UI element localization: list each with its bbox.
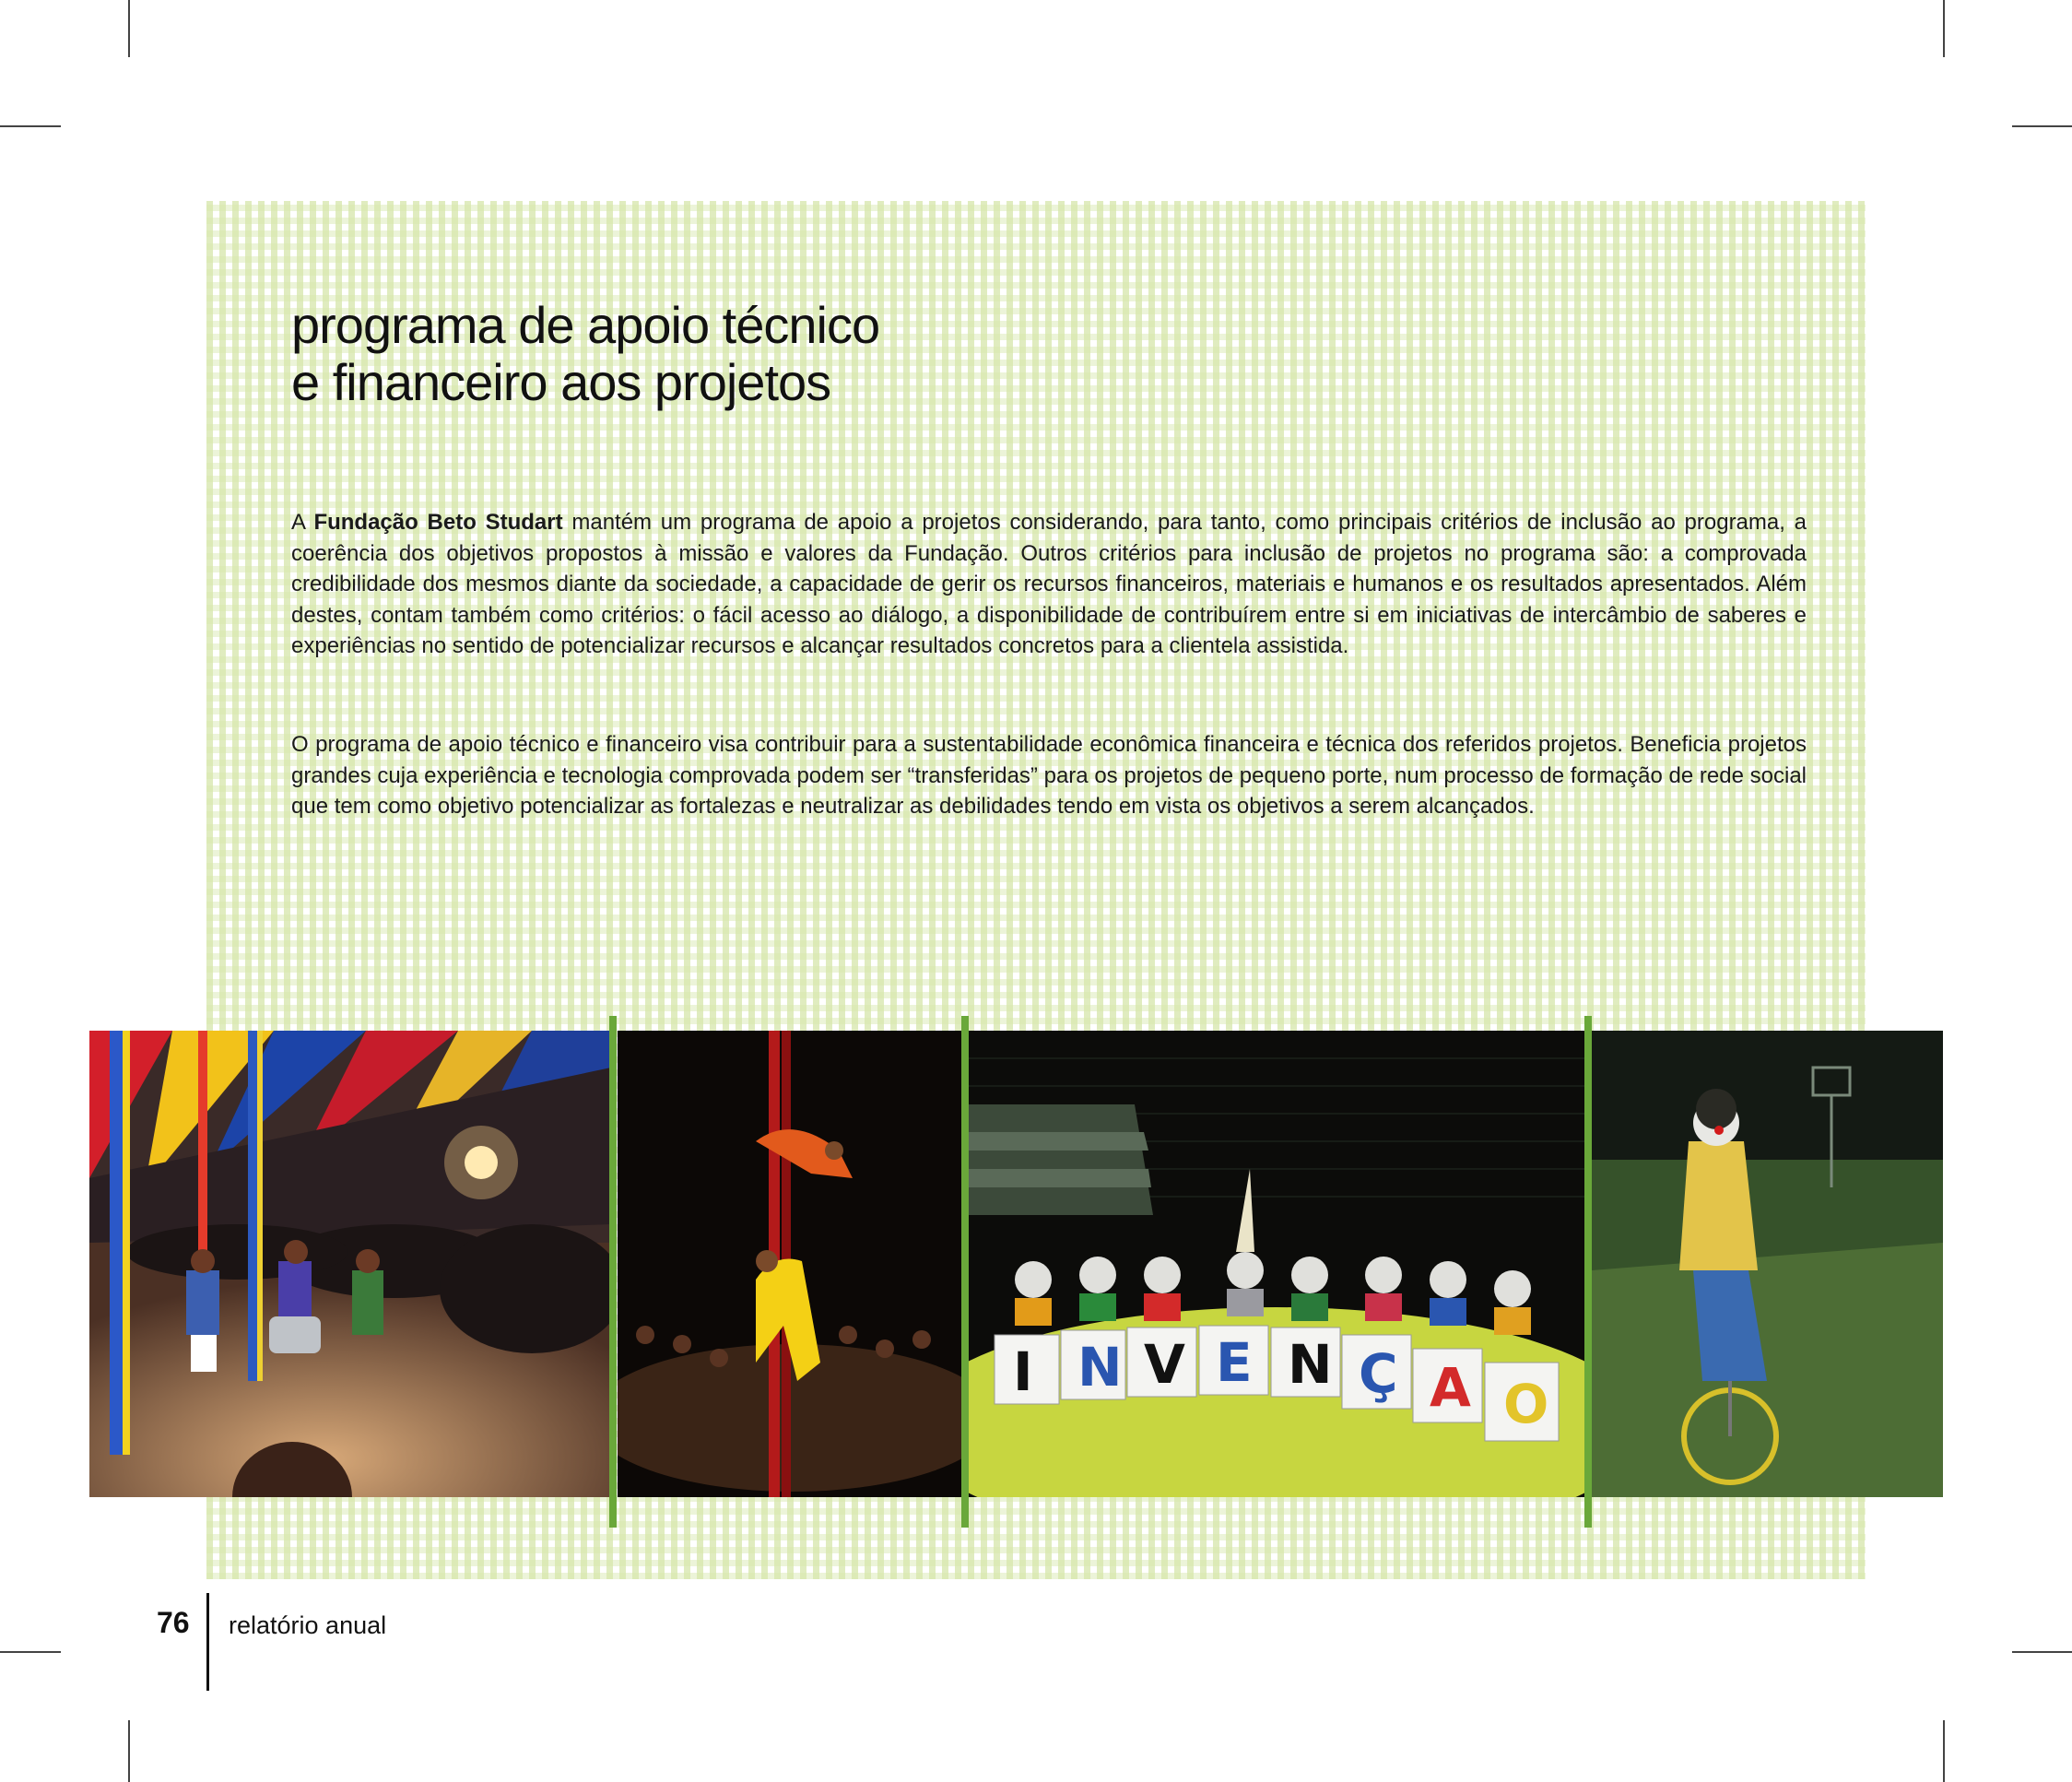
paragraph-1 — [291, 507, 1807, 662]
crop-mark — [2012, 125, 2072, 127]
paragraph-1-prefix: A — [291, 510, 314, 535]
crop-mark — [1943, 1720, 1945, 1782]
sign-letter: E — [1216, 1331, 1253, 1394]
sign-letter: I — [1013, 1340, 1033, 1403]
photo-invencao-blocks — [969, 1031, 1584, 1497]
footer-divider — [206, 1593, 209, 1691]
foundation-name: Fundação Beto Studart — [313, 510, 563, 535]
photo-circus-tent — [89, 1031, 611, 1497]
crop-mark — [128, 0, 130, 57]
photo-divider-line — [961, 1016, 969, 1528]
sign-letter: V — [1144, 1333, 1185, 1396]
photo-divider-line — [1584, 1016, 1592, 1528]
footer-label: relatório anual — [229, 1611, 387, 1639]
title-line-1: programa de apoio técnico — [291, 296, 880, 354]
paragraph-1-text: mantém um programa de apoio a projetos considerando, para tanto, como principais critérios de inclusão ao programa, a coerência dos objetivos propostos à missão e valores da Fundação. Outros critérios para inclusão de projetos no programa são: a comprovada credibilidade dos mesmos diante da sociedade, a capacidade de gerir os recursos financeiros, materiais e humanos e os resultados apresentados. Além destes, contam também como critérios: o fácil acesso ao diálogo, a disponibilidade de contribuírem entre si em iniciativas de intercâmbio de saberes e experiências no sentido de potencializar recursos e alcançar resultados concretos para a clientela assistida. — [291, 510, 1807, 658]
crop-mark — [0, 125, 61, 127]
sign-letter: A — [1430, 1356, 1471, 1419]
crop-mark — [1943, 0, 1945, 57]
paragraph-2: O programa de apoio técnico e financeiro visa contribuir para a sustentabilidade econômica financeira e técnica dos referidos projetos. Beneficia projetos grandes cuja experiência e tecnologia comprovada podem ser “transferidas” para os projetos de pequeno porte, num processo de formação de rede social que tem como objetivo potencializar as fortalezas e neutralizar as debilidades tendo em vista os objetivos a serem alcançados. — [291, 732, 1807, 819]
sign-letter: N — [1288, 1333, 1333, 1396]
page-number: 76 — [157, 1606, 190, 1639]
sign-letter: O — [1503, 1373, 1549, 1435]
page-title — [291, 297, 879, 411]
title-line-2: e financeiro aos projetos — [291, 353, 831, 411]
crop-mark — [0, 1651, 61, 1653]
sign-letter: Ç — [1359, 1342, 1398, 1405]
crop-mark — [2012, 1651, 2072, 1653]
sign-letter: N — [1077, 1336, 1123, 1398]
photo-unicycle-clown — [1592, 1031, 1943, 1497]
photo-divider-line — [609, 1016, 617, 1528]
crop-mark — [128, 1720, 130, 1782]
photo-aerial-silk — [618, 1031, 961, 1497]
